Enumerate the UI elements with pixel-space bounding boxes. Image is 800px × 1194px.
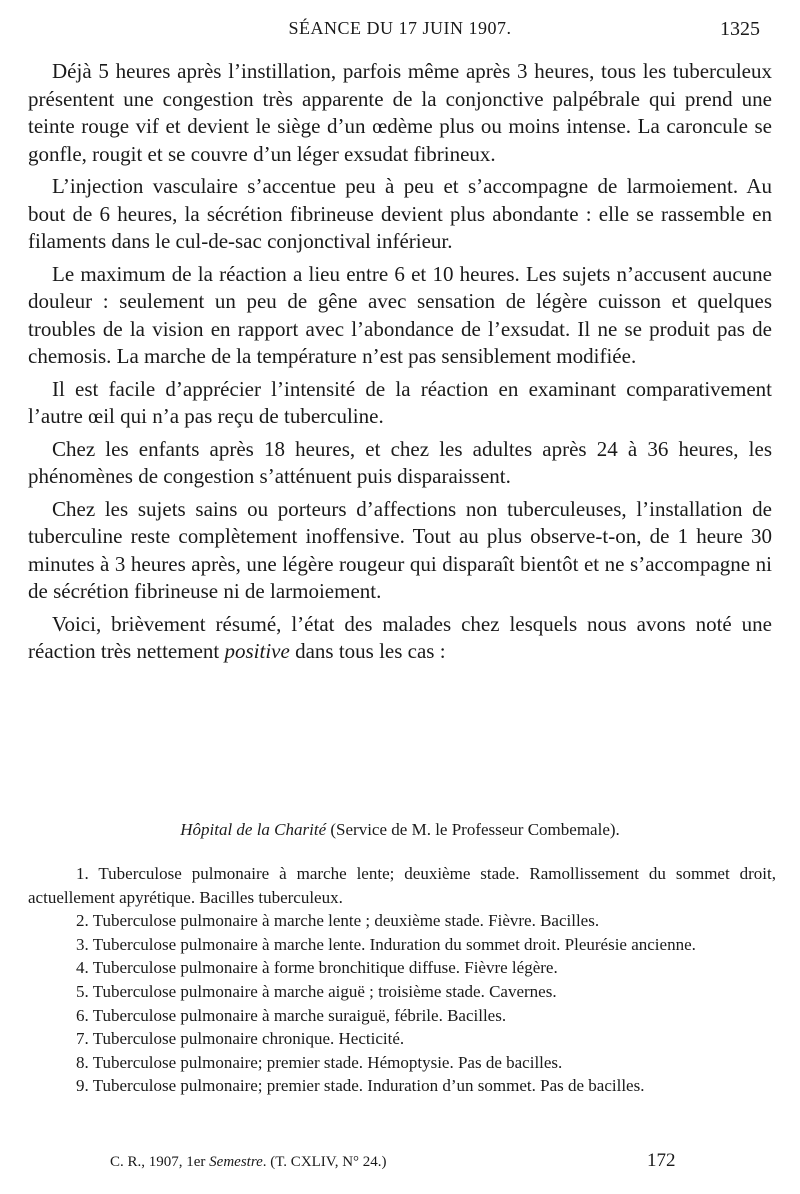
summary-intro-text: Voici, brièvement résumé, l’état des malades chez lesquels nous avons noté une réaction très nettement	[28, 611, 772, 663]
case-list	[28, 862, 776, 1098]
case-text: Tuberculose pulmonaire à marche lente. Induration du sommet droit. Pleurésie ancienne.	[92, 934, 696, 954]
paragraph: Chez les sujets sains ou porteurs d’affections non tuberculeuses, l’installation de tuberculine reste complètement inoffensive. Tout au plus observe-t-on, de 1 heure 30 minutes à 3 heures après, une légère rougeur qui disparaît bientôt et ne s’accompagne ni de sécrétion fibrineuse ni de larmoiement.	[28, 496, 772, 603]
paragraph: Chez les enfants après 18 heures, et chez les adultes après 24 à 36 heures, les phénomènes de congestion s’atténuent puis disparaissent.	[28, 436, 772, 488]
citation-suffix: . (T. CXLIV, N° 24.)	[262, 1154, 387, 1170]
session-title: SÉANCE DU 17 JUIN 1907.	[288, 18, 512, 38]
body-text	[28, 58, 772, 671]
signature-number: 172	[647, 1150, 676, 1171]
citation-note	[110, 1154, 387, 1171]
citation-prefix: C. R., 1907, 1er	[110, 1154, 210, 1170]
case-text: Tuberculose pulmonaire chronique. Hecticité.	[92, 1029, 405, 1049]
case-number: 5.	[76, 981, 89, 1001]
case-text: Tuberculose pulmonaire; premier stade. Induration d’un sommet. Pas de bacilles.	[92, 1076, 645, 1096]
case-number: 2.	[76, 911, 89, 931]
paragraph: Il est facile d’apprécier l’intensité de la réaction en examinant comparativement l’autre œil qui n’a pas reçu de tuberculine.	[28, 376, 772, 428]
paragraph: L’injection vasculaire s’accentue peu à peu et s’accompagne de larmoiement. Au bout de 6 heures, la sécrétion fibrineuse devient plus abondante : elle se rassemble en filaments dans le cul-de-sac conjonctival inférieur.	[28, 174, 772, 253]
paragraph: Le maximum de la réaction a lieu entre 6 et 10 heures. Les sujets n’accusent aucune douleur : seulement un peu de gêne avec sensation de légère cuisson et quelques troubles de la vision en rapport avec l’abondance de l’exsudat. Il ne se produit pas de chemosis. La marche de la température n’est pas sensiblement modifiée.	[28, 261, 772, 368]
hospital-heading	[0, 820, 800, 840]
page-header	[40, 18, 760, 48]
list-item	[28, 1027, 776, 1051]
case-text: Tuberculose pulmonaire à marche lente ; deuxième stade. Fièvre. Bacilles.	[92, 911, 600, 931]
hospital-name: Hôpital de la Charité	[180, 820, 327, 839]
case-number: 7.	[76, 1029, 89, 1049]
case-number: 9.	[76, 1076, 89, 1096]
list-item	[28, 862, 776, 909]
case-text: Tuberculose pulmonaire à forme bronchitique diffuse. Fièvre légère.	[92, 958, 558, 978]
paragraph-summary-intro	[28, 611, 772, 666]
case-number: 3.	[76, 934, 89, 954]
list-item	[28, 909, 776, 933]
case-number: 6.	[76, 1005, 89, 1025]
case-number: 1.	[76, 864, 89, 883]
summary-intro-tail: dans tous les cas :	[289, 639, 446, 663]
list-item	[28, 1074, 776, 1098]
list-item	[28, 956, 776, 980]
case-number: 8.	[76, 1052, 89, 1072]
citation-semester: Semestre	[209, 1154, 263, 1170]
list-item	[28, 933, 776, 957]
list-item	[28, 1004, 776, 1028]
case-text: Tuberculose pulmonaire à marche lente; deuxième stade. Ramollissement du sommet droit, actuellement apyrétique. Bacilles tuberculeux.	[28, 864, 776, 907]
case-number: 4.	[76, 958, 89, 978]
hospital-service: (Service de M. le Professeur Combemale).	[326, 820, 620, 839]
paragraph: Déjà 5 heures après l’instillation, parfois même après 3 heures, tous les tuberculeux présentent une congestion très apparente de la conjonctive palpébrale qui prend une teinte rouge vif et devient le siège d’un œdème plus ou moins intense. La caroncule se gonfle, rougit et se couvre d’un léger exsudat fibrineux.	[28, 59, 772, 166]
case-text: Tuberculose pulmonaire; premier stade. Hémoptysie. Pas de bacilles.	[92, 1052, 563, 1072]
list-item	[28, 1051, 776, 1075]
case-text: Tuberculose pulmonaire à marche aiguë ; troisième stade. Cavernes.	[92, 981, 557, 1001]
list-item	[28, 980, 776, 1004]
page-number: 1325	[720, 18, 760, 40]
page-footer	[0, 1150, 800, 1180]
case-text: Tuberculose pulmonaire à marche suraiguë, fébrile. Bacilles.	[92, 1005, 507, 1025]
emphasis-positive: positive	[224, 639, 290, 663]
